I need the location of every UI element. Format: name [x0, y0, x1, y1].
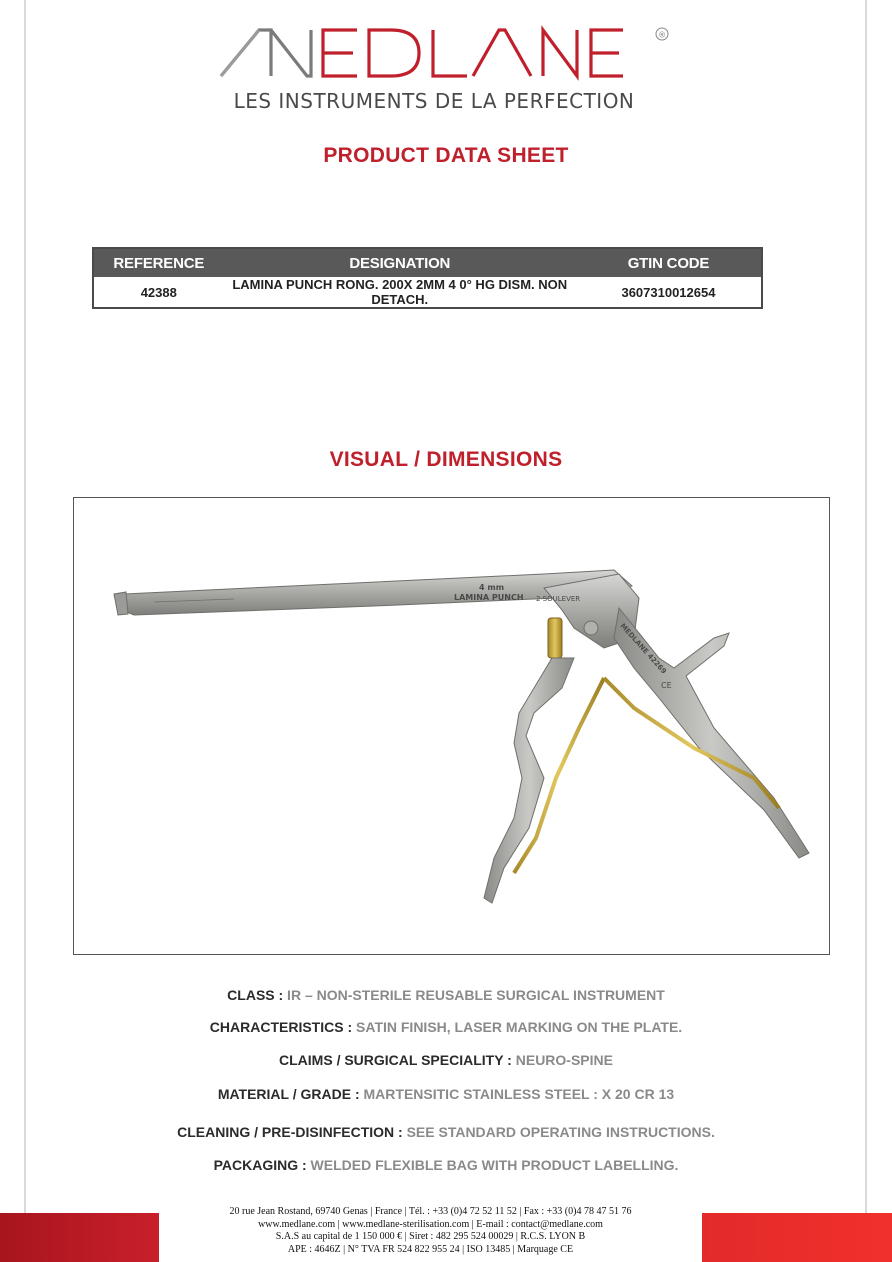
spec-packaging	[0, 1157, 892, 1173]
spec-value: SEE STANDARD OPERATING INSTRUCTIONS.	[402, 1124, 715, 1140]
spec-value: MARTENSITIC STAINLESS STEEL : X 20 CR 13	[359, 1086, 675, 1102]
spec-cleaning	[0, 1124, 892, 1140]
marking-name: LAMINA PUNCH	[454, 593, 524, 602]
spec-value: WELDED FLEXIBLE BAG WITH PRODUCT LABELLING.	[306, 1157, 679, 1173]
footer-address	[159, 1206, 702, 1256]
spec-material	[0, 1086, 892, 1102]
table-row	[93, 277, 762, 308]
spec-label: CLEANING / PRE-DISINFECTION :	[177, 1124, 403, 1140]
spec-value: SATIN FINISH, LASER MARKING ON THE PLATE.	[352, 1019, 683, 1035]
marking-step: 2 SOULEVER	[536, 595, 581, 603]
page-border-left	[24, 0, 26, 1262]
marking-ce: CE	[661, 681, 672, 690]
spec-claims	[0, 1052, 892, 1068]
footer-line: 20 rue Jean Rostand, 69740 Genas | France | Tél. : +33 (0)4 72 52 11 52 | Fax : +33 (0)4 78 47 51 76	[229, 1206, 632, 1217]
spec-label: CHARACTERISTICS :	[209, 1019, 353, 1035]
spec-label: CLASS :	[227, 987, 284, 1003]
spec-class	[0, 987, 892, 1003]
product-data-sheet-title: PRODUCT DATA SHEET	[323, 144, 569, 167]
header-gtin: GTIN CODE	[576, 248, 762, 277]
spec-label: PACKAGING :	[213, 1157, 307, 1173]
cell-designation: LAMINA PUNCH RONG. 200X 2MM 4 0° HG DISM. NON DETACH.	[232, 277, 568, 307]
footer-bar-left	[0, 1213, 159, 1262]
cell-gtin: 3607310012654	[621, 284, 716, 300]
footer-bar-right	[702, 1213, 892, 1262]
tagline: LES INSTRUMENTS DE LA PERFECTION	[233, 89, 635, 113]
header-reference: REFERENCE	[93, 248, 224, 277]
page-border-right	[865, 0, 867, 1262]
reference-table	[92, 247, 763, 309]
spec-label: MATERIAL / GRADE :	[217, 1086, 360, 1102]
registered-mark: ®	[658, 30, 666, 40]
product-image-frame	[73, 497, 830, 955]
spec-characteristics	[0, 1019, 892, 1035]
spec-value: IR – NON-STERILE REUSABLE SURGICAL INSTRUMENT	[283, 987, 665, 1003]
spec-value: NEURO-SPINE	[511, 1052, 613, 1068]
cell-reference: 42388	[140, 284, 177, 300]
visual-dimensions-title: VISUAL / DIMENSIONS	[329, 448, 563, 471]
header-designation: DESIGNATION	[224, 248, 576, 277]
footer-line: www.medlane.com | www.medlane-sterilisation.com | E-mail : contact@medlane.com	[258, 1218, 603, 1230]
footer-line: APE : 4646Z | N° TVA FR 524 822 955 24 | ISO 13485 | Marquage CE	[287, 1243, 574, 1255]
lamina-punch-image	[74, 498, 831, 956]
footer-line: S.A.S au capital de 1 150 000 € | Siret : 482 295 524 00029 | R.C.S. LYON B	[275, 1231, 586, 1242]
marking-brand: MEDLANE 42269	[618, 621, 668, 676]
marking-size: 4 mm	[479, 583, 505, 592]
spec-label: CLAIMS / SURGICAL SPECIALITY :	[279, 1052, 512, 1068]
medlane-logo	[215, 18, 675, 88]
